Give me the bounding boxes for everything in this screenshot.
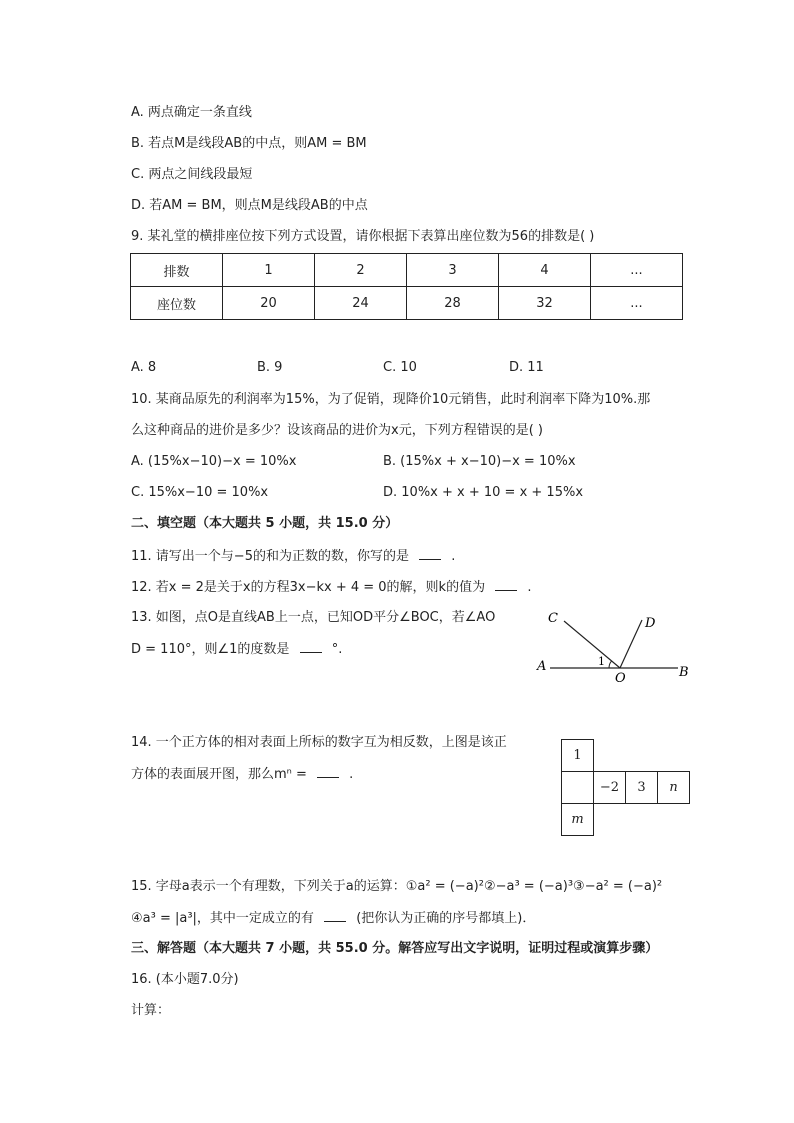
- q10-stem-line2: 么这种商品的进价是多少？设该商品的进价为x元，下列方程错误的是( ): [131, 423, 543, 438]
- table-cell: 3: [407, 254, 499, 287]
- q9-option-c: C. 10: [383, 360, 417, 375]
- q13-text: D = 110°，则∠1的度数是: [131, 642, 290, 657]
- ray-od: [620, 620, 642, 668]
- answer-blank: [495, 578, 517, 591]
- q9-stem: 9. 某礼堂的横排座位按下列方式设置，请你根据下表算出座位数为56的排数是( ): [131, 229, 595, 244]
- q16-header: 16. (本小题7.0分): [131, 972, 239, 987]
- table-cell: 28: [407, 287, 499, 320]
- seat-table: [130, 253, 683, 320]
- table-cell: 4: [499, 254, 591, 287]
- table-cell: 2: [315, 254, 407, 287]
- table-row: [131, 254, 683, 287]
- answer-blank: [419, 547, 441, 560]
- q13-line1: 13. 如图，点O是直线AB上一点，已知OD平分∠BOC，若∠AO: [131, 610, 496, 625]
- q10-option-d: D. 10%x + x + 10 = x + 15%x: [383, 485, 584, 500]
- q12-stem: [131, 578, 532, 597]
- q12-end: .: [527, 580, 532, 595]
- table-cell: ...: [591, 287, 683, 320]
- table-header-cell: 排数: [131, 254, 223, 287]
- q8-option-d: D. 若AM = BM，则点M是线段AB的中点: [131, 198, 368, 213]
- label-d: D: [645, 616, 656, 631]
- q15-line1: 15. 字母a表示一个有理数，下列关于a的运算：①a² = (−a)²②−a³ = (−a)³③−a² = (−a)²: [131, 879, 663, 894]
- q8-option-c: C. 两点之间线段最短: [131, 167, 253, 182]
- angle-arc: [609, 661, 612, 668]
- net-face-mid2: −2: [593, 771, 626, 804]
- q11-stem: [131, 547, 455, 566]
- q11-text: 11. 请写出一个与−5的和为正数的数，你写的是: [131, 549, 409, 564]
- q14-end: .: [349, 767, 354, 782]
- q9-option-d: D. 11: [509, 360, 544, 375]
- net-face-mid3: 3: [625, 771, 658, 804]
- q13-end: °.: [331, 642, 343, 657]
- section-heading-solve: 三、解答题（本大题共 7 小题，共 55.0 分。解答应写出文字说明，证明过程或演算步骤）: [131, 941, 659, 956]
- q10-stem-line1: 10. 某商品原先的利润率为15%，为了促销，现降价10元销售，此时利润率下降为10%.那: [131, 392, 651, 407]
- q15-text: ④a³ = |a³|，其中一定成立的有: [131, 911, 314, 926]
- label-a: A: [537, 659, 547, 674]
- answer-blank: [300, 640, 322, 653]
- q14-line1: 14. 一个正方体的相对表面上所标的数字互为相反数，上图是该正: [131, 735, 507, 750]
- answer-blank: [324, 909, 346, 922]
- label-b: B: [679, 665, 689, 680]
- table-cell: 32: [499, 287, 591, 320]
- q8-option-b: B. 若点M是线段AB的中点，则AM = BM: [131, 136, 367, 151]
- label-o: O: [615, 671, 626, 686]
- section-heading-fill-in: 二、填空题（本大题共 5 小题，共 15.0 分）: [131, 516, 399, 531]
- table-header-cell: 座位数: [131, 287, 223, 320]
- label-angle-1: 1: [598, 655, 605, 668]
- answer-blank: [317, 765, 339, 778]
- q10-option-a: A. (15%x−10)−x = 10%x: [131, 454, 297, 469]
- net-face-top: 1: [561, 739, 594, 772]
- q14-text: 方体的表面展开图，那么mⁿ =: [131, 767, 307, 782]
- angle-figure: [530, 608, 700, 688]
- q9-option-a: A. 8: [131, 360, 157, 375]
- q16-calc-label: 计算：: [131, 1003, 171, 1018]
- q10-option-c: C. 15%x−10 = 10%x: [131, 485, 269, 500]
- q10-option-b: B. (15%x + x−10)−x = 10%x: [383, 454, 576, 469]
- net-face-bottom: m: [561, 803, 594, 836]
- net-face-mid4: n: [657, 771, 690, 804]
- q15-line2: [131, 909, 535, 928]
- table-cell: 24: [315, 287, 407, 320]
- net-face-mid1: [561, 771, 594, 804]
- label-c: C: [548, 611, 558, 626]
- table-cell: ...: [591, 254, 683, 287]
- q14-line2: [131, 765, 353, 784]
- table-cell: 20: [223, 287, 315, 320]
- q15-end: (把你认为正确的序号都填上)．: [356, 911, 536, 926]
- q13-line2: [131, 640, 342, 659]
- q9-option-b: B. 9: [257, 360, 283, 375]
- table-row: [131, 287, 683, 320]
- table-cell: 1: [223, 254, 315, 287]
- q11-end: .: [451, 549, 456, 564]
- q12-text: 12. 若x = 2是关于x的方程3x−kx + 4 = 0的解，则k的值为: [131, 580, 486, 595]
- q8-option-a: A. 两点确定一条直线: [131, 105, 252, 120]
